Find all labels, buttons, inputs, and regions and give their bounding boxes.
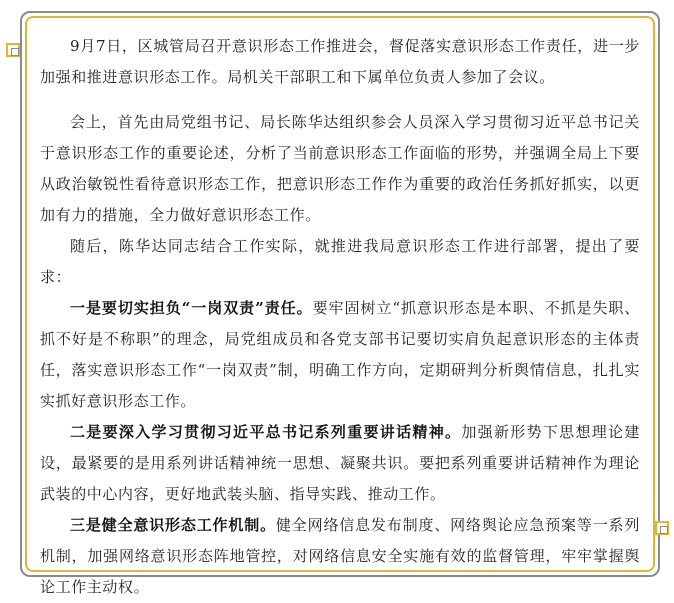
bottom-right-corner-ornament-icon — [655, 521, 669, 535]
paragraph-requirements-intro: 随后，陈华达同志结合工作实际，就推进我局意识形态工作进行部署，提出了要求： — [40, 237, 640, 286]
requirement-item-2 — [40, 417, 640, 510]
requirement-item-1 — [40, 293, 640, 417]
paragraph-intro: 9月7日，区城管局召开意识形态工作推进会，督促落实意识形态工作责任，进一步加强和推进意识形态工作。局机关干部职工和下属单位负责人参加了会议。 — [40, 37, 640, 86]
top-left-corner-ornament-icon — [6, 43, 20, 57]
requirement-2-body: 加强新形势下思想理论建设，最紧要的是用系列讲话精神统一思想、凝聚共识。要把系列重要讲话精神作为理论武装的中心内容，更好地武装头脑、指导实践、推动工作。 — [40, 423, 640, 503]
requirement-1-body: 要牢固树立“抓意识形态是本职、不抓是失职、抓不好是不称职”的理念，局党组成员和各党支部书记要切实肩负起意识形态的主体责任，落实意识形态工作“一岗双责”制，明确工作方向，定期研判分析舆情信息，扎扎实实抓好意识形态工作。 — [40, 299, 640, 410]
requirement-2-heading: 二是要深入学习贯彻习近平总书记系列重要讲话精神。 — [70, 423, 462, 441]
requirement-3-body: 健全网络信息发布制度、网络舆论应急预案等一系列机制，加强网络意识形态阵地管控，对网络信息安全实施有效的监督管理，牢牢掌握舆论工作主动权。 — [40, 516, 640, 596]
requirement-1-heading: 一是要切实担负“一岗双责”责任。 — [70, 299, 313, 317]
requirement-item-3 — [40, 510, 640, 603]
paragraph-meeting: 会上，首先由局党组书记、局长陈华达组织参会人员深入学习贯彻习近平总书记关于意识形态工作的重要论述，分析了当前意识形态工作面临的形势，并强调全局上下要从政治敏锐性看待意识形态工作，把意识形态工作作为重要的政治任务抓好抓实，以更加有力的措施，全力做好意识形态工作。 — [40, 113, 640, 224]
article-body — [40, 31, 640, 603]
requirement-3-heading: 三是健全意识形态工作机制。 — [70, 516, 276, 534]
